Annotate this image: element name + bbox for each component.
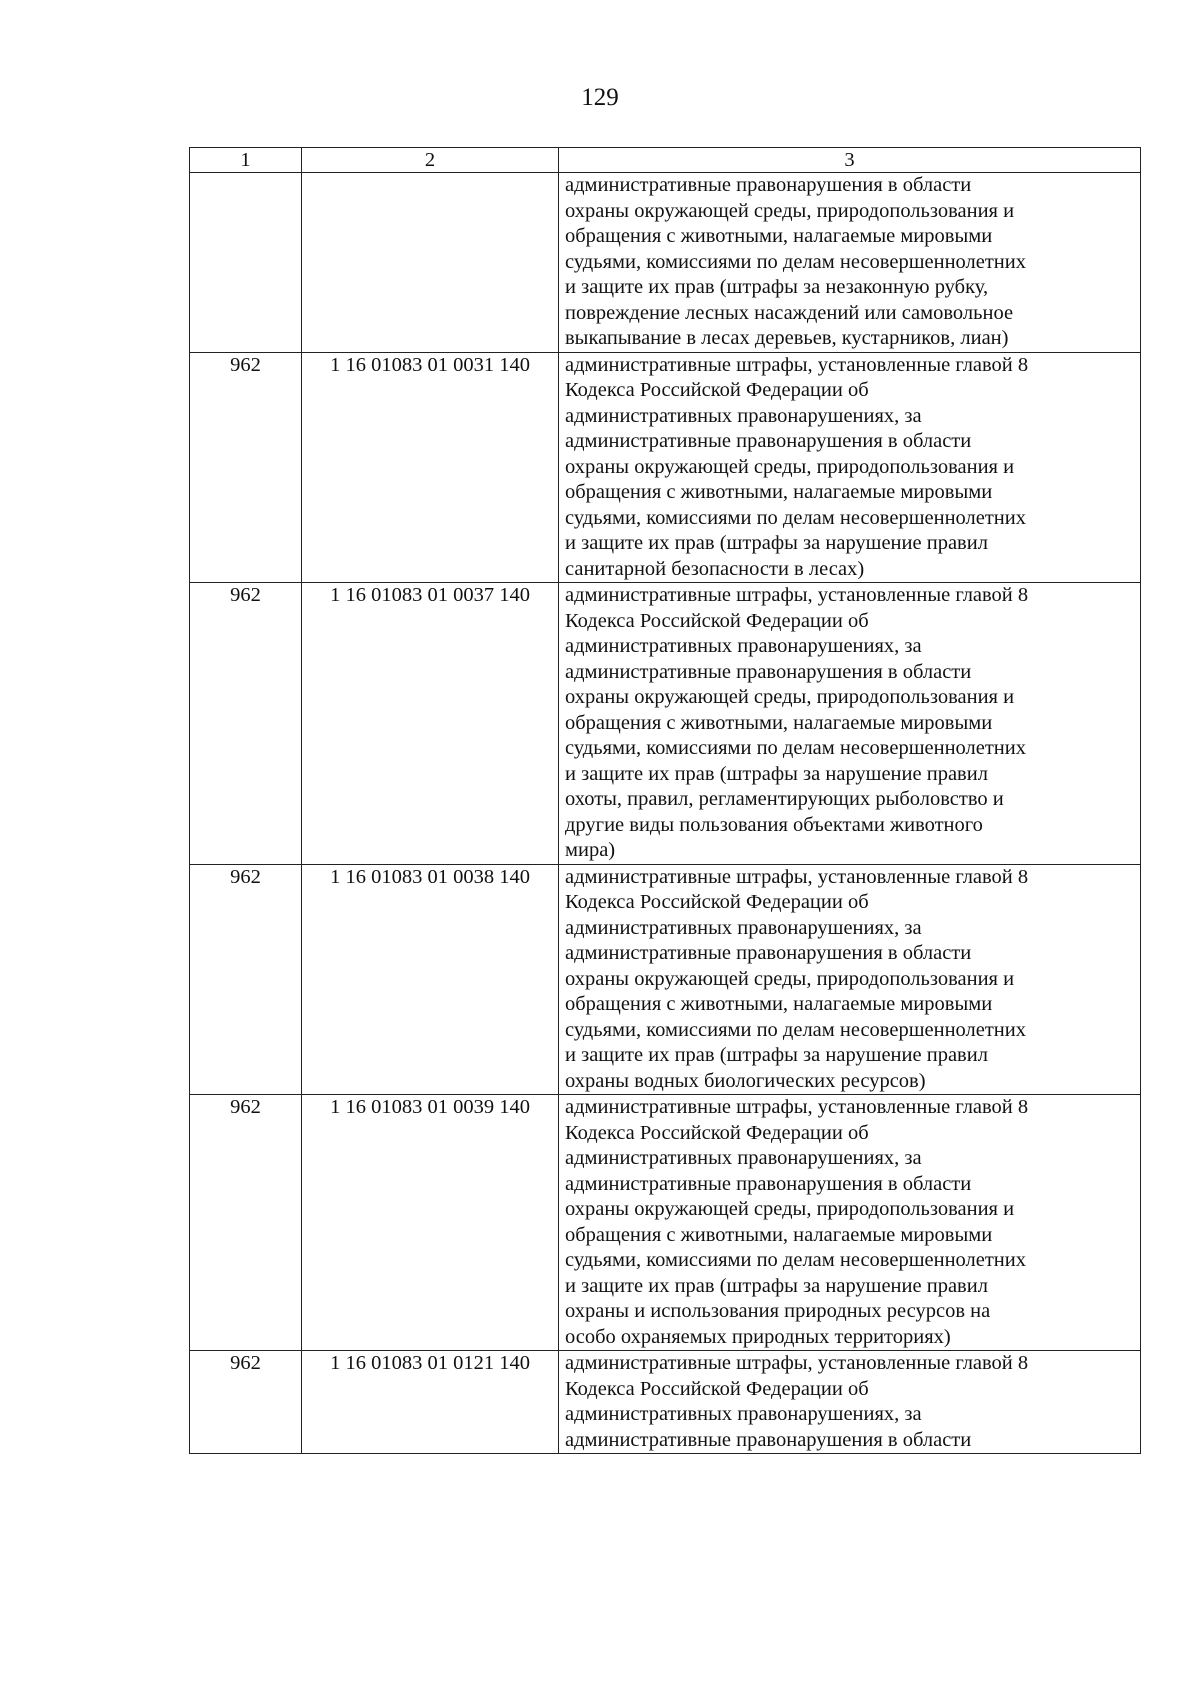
admin-code-cell: 962: [190, 352, 302, 583]
page-number: 129: [581, 84, 619, 111]
description-text: административные штрафы, установленные главой 8 Кодекса Российской Федерации об административных правонарушениях, за административные правонарушения в области охраны окружающей среды, природопользования и обращения с животными, налагаемые мировыми судьями, комиссиями по делам несовершеннолетних и защите их прав (штрафы за нарушение правил охраны водных биологических ресурсов): [565, 865, 1029, 1092]
header-col-3: 3: [559, 148, 1141, 173]
table-row: [190, 864, 1141, 1095]
table-row: [190, 1351, 1141, 1454]
admin-code-cell: [190, 173, 302, 353]
description-cell: [559, 173, 1141, 353]
description-text: административные штрафы, установленные главой 8 Кодекса Российской Федерации об административных правонарушениях, за административные правонарушения в области: [565, 1352, 1029, 1451]
description-cell: [559, 1095, 1141, 1351]
description-cell: [559, 583, 1141, 865]
header-col-1: 1: [190, 148, 302, 173]
description-cell: [559, 352, 1141, 583]
budget-code-cell: [302, 173, 559, 353]
header-col-2: 2: [302, 148, 559, 173]
table-row: [190, 1095, 1141, 1351]
admin-code-cell: 962: [190, 1095, 302, 1351]
description-text: административные штрафы, установленные главой 8 Кодекса Российской Федерации об административных правонарушениях, за административные правонарушения в области охраны окружающей среды, природопользования и обращения с животными, налагаемые мировыми судьями, комиссиями по делам несовершеннолетних и защите их прав (штрафы за нарушение правил охоты, правил, регламентирующих рыболовство и другие виды пользования объектами животного мира): [565, 584, 1029, 861]
table-row: [190, 173, 1141, 353]
budget-code-cell: 1 16 01083 01 0039 140: [302, 1095, 559, 1351]
description-cell: [559, 864, 1141, 1095]
budget-code-cell: 1 16 01083 01 0037 140: [302, 583, 559, 865]
description-cell: [559, 1351, 1141, 1454]
budget-codes-table: [189, 147, 1141, 1454]
table-row: [190, 583, 1141, 865]
description-text: административные штрафы, установленные главой 8 Кодекса Российской Федерации об административных правонарушениях, за административные правонарушения в области охраны окружающей среды, природопользования и обращения с животными, налагаемые мировыми судьями, комиссиями по делам несовершеннолетних и защите их прав (штрафы за нарушение правил санитарной безопасности в лесах): [565, 353, 1029, 580]
budget-code-cell: 1 16 01083 01 0031 140: [302, 352, 559, 583]
budget-code-cell: 1 16 01083 01 0038 140: [302, 864, 559, 1095]
admin-code-cell: 962: [190, 1351, 302, 1454]
description-text: административные правонарушения в области охраны окружающей среды, природопользования и обращения с животными, налагаемые мировыми судьями, комиссиями по делам несовершеннолетних и защите их прав (штрафы за незаконную рубку, повреждение лесных насаждений или самовольное выкапывание в лесах деревьев, кустарников, лиан): [565, 174, 1026, 349]
budget-code-cell: 1 16 01083 01 0121 140: [302, 1351, 559, 1454]
admin-code-cell: 962: [190, 583, 302, 865]
table-header-row: [190, 148, 1141, 173]
description-text: административные штрафы, установленные главой 8 Кодекса Российской Федерации об административных правонарушениях, за административные правонарушения в области охраны окружающей среды, природопользования и обращения с животными, налагаемые мировыми судьями, комиссиями по делам несовершеннолетних и защите их прав (штрафы за нарушение правил охраны и использования природных ресурсов на особо охраняемых природных территориях): [565, 1096, 1029, 1348]
admin-code-cell: 962: [190, 864, 302, 1095]
table-row: [190, 352, 1141, 583]
